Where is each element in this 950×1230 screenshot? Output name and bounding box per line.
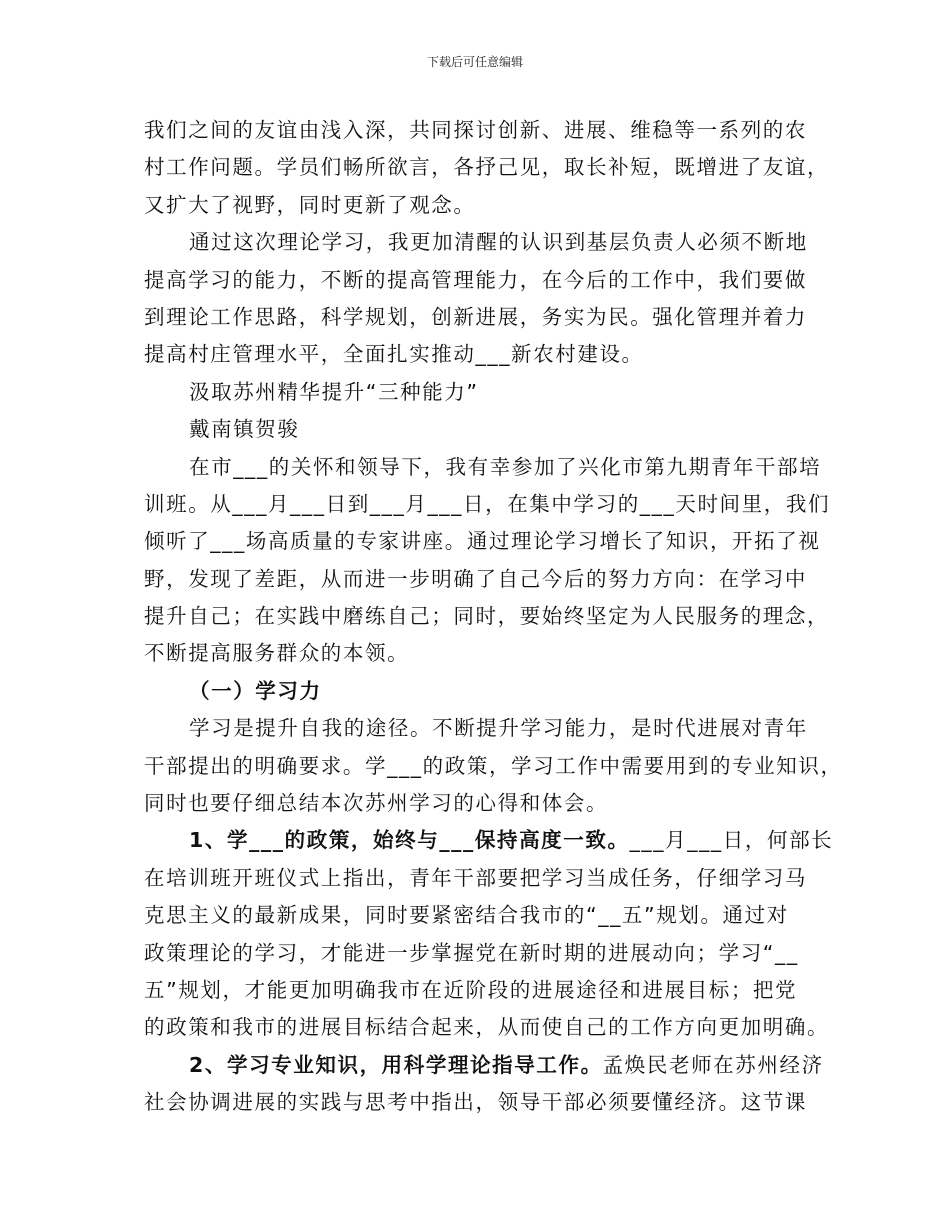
text-line: 社会协调进展的实践与思考中指出，领导干部必须要懂经济。这节课 [144,1090,807,1115]
text-line: 不断提高服务群众的本领。 [144,641,410,666]
text-line: 提高村庄管理水平，全面扎实推动___新农村建设。 [144,342,644,367]
point-heading: 2、学习专业知识，用科学理论指导工作。 [189,1052,603,1077]
section-title: 汲取苏州精华提升“三种能力” [189,379,479,404]
text-line: 同时也要仔细总结本次苏州学习的心得和体会。 [144,791,609,816]
text-line: 在培训班开班仪式上指出，青年干部要把学习当成任务，仔细学习马 [144,865,807,890]
text-line: 倾听了___场高质量的专家讲座。通过理论学习增长了知识，开拓了视 [144,529,821,554]
subsection-heading: （一）学习力 [189,678,322,703]
text-line: 克思主义的最新成果，同时要紧密结合我市的“__五”规划。通过对 [144,903,789,928]
text-line: 我们之间的友谊由浅入深，共同探讨创新、进展、维稳等一系列的农 [144,118,807,142]
text-line [144,1047,824,1084]
document-body [144,112,843,1122]
text-line: 五”规划，才能更加明确我市在近阶段的进展途径和进展目标；把党 [144,977,798,1002]
text-line: 训班。从___月___日到___月___日，在集中学习的___天时间里，我们 [144,491,831,516]
text-line: 干部提出的明确要求。学___的政策，学习工作中需要用到的专业知识， [144,753,843,778]
text-line: 又扩大了视野，同时更新了观念。 [144,192,476,217]
text-line: 在市___的关怀和领导下，我有幸参加了兴化市第九期青年干部培 [189,454,822,479]
text-line: 提高学习的能力，不断的提高管理能力，在今后的工作中，我们要做 [144,267,807,292]
point-heading: 1、学___的政策，始终与___保持高度一致。 [189,828,630,853]
text-line: 提升自己；在实践中磨练自己；同时，要始终坚定为人民服务的理念， [144,604,830,629]
text-line [144,822,834,859]
text-run: ___月___日，何部长 [629,828,834,853]
text-line: 野，发现了差距，从而进一步明确了自己今后的努力方向：在学习中 [144,566,807,591]
author-line: 戴南镇贺骏 [189,417,300,442]
text-line: 的政策和我市的进展目标结合起来，从而使自己的工作方向更加明确。 [144,1015,830,1040]
text-line: 村工作问题。学员们畅所欲言，各抒己见，取长补短，既增进了友谊， [144,155,830,180]
header-note: 下载后可任意编辑 [426,55,523,69]
text-line: 学习是提升自我的途径。不断提升学习能力，是时代进展对青年 [189,716,808,741]
text-line: 政策理论的学习，才能进一步掌握党在新时期的进展动向；学习“__ [144,940,799,965]
text-line: 到理论工作思路，科学规划，创新进展，务实为民。强化管理并着力 [144,304,807,329]
text-line: 通过这次理论学习，我更加清醒的认识到基层负责人必须不断地 [189,230,808,255]
text-run: 孟焕民老师在苏州经济 [602,1052,824,1077]
